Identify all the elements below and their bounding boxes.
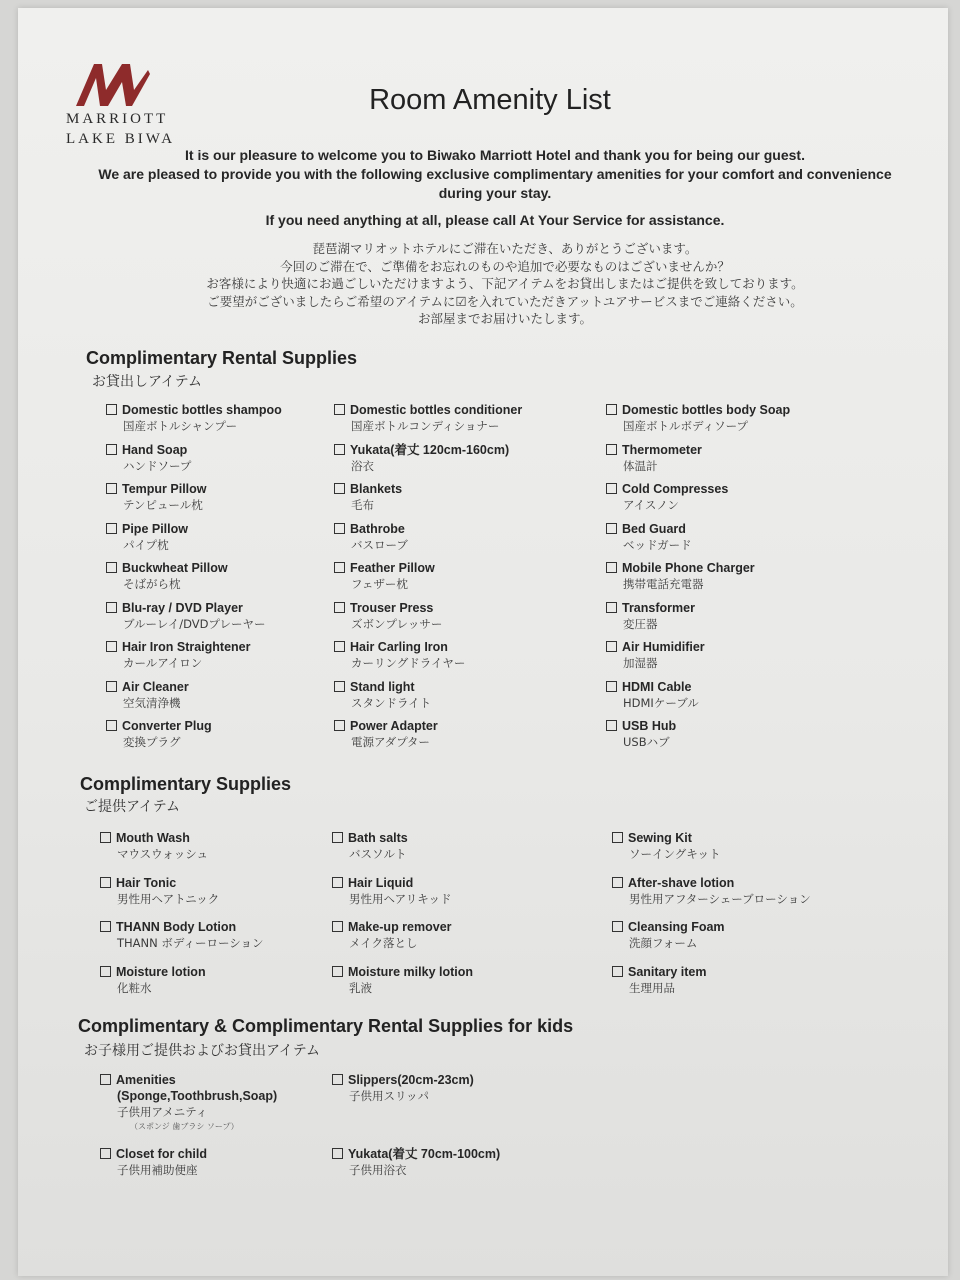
amenity-label	[606, 521, 866, 537]
amenity-label	[606, 481, 866, 497]
amenity-item	[106, 481, 366, 513]
amenity-name-jp: THANN ボディーローション	[117, 936, 264, 950]
amenity-label	[106, 560, 366, 576]
amenity-item	[332, 919, 592, 951]
amenity-item	[612, 830, 872, 862]
amenity-name: Thermometer	[622, 442, 702, 457]
hotel-logo	[66, 60, 216, 148]
amenity-item	[612, 964, 872, 996]
amenity-label	[334, 481, 594, 497]
amenity-name: Bed Guard	[622, 521, 686, 536]
amenity-name: Transformer	[622, 600, 695, 615]
checkbox[interactable]	[100, 877, 111, 888]
amenity-name: Slippers(20cm-23cm)	[348, 1073, 474, 1087]
amenity-label	[100, 1072, 360, 1088]
amenity-name: Bathrobe	[350, 521, 405, 536]
amenity-name: Hair Tonic	[116, 875, 177, 890]
checkbox[interactable]	[606, 681, 617, 692]
amenity-label	[334, 679, 594, 695]
amenity-name: Amenities	[116, 1073, 176, 1087]
checkbox[interactable]	[106, 562, 117, 573]
intro-jp-line: お部屋までお届けいたします。	[417, 311, 592, 326]
amenity-name-jp: 電源アダプター	[351, 735, 430, 749]
amenity-name: Hair Iron Straightener	[122, 640, 251, 654]
checkbox[interactable]	[106, 602, 117, 613]
amenity-name: Power Adapter	[350, 719, 438, 733]
amenity-name-detail: (Sponge,Toothbrush,Soap)	[117, 1089, 278, 1103]
amenity-label	[106, 679, 366, 695]
amenity-name-jp: バスソルト	[349, 847, 407, 861]
amenity-name: Air Humidifier	[622, 640, 705, 654]
amenity-item	[100, 830, 360, 862]
amenity-item	[334, 600, 594, 632]
amenity-name: Hair Carling Iron	[350, 640, 448, 654]
amenity-name-jp: 男性用ヘアトニック	[117, 891, 220, 906]
amenity-label	[332, 875, 592, 891]
amenity-name-jp: 体温計	[623, 458, 658, 473]
amenity-label	[606, 560, 866, 576]
checkbox[interactable]	[606, 602, 617, 613]
section-subtitle-complimentary: ご提供アイテム	[84, 799, 181, 815]
amenity-item	[334, 442, 594, 474]
amenity-name-jp: 男性用ヘアリキッド	[349, 891, 452, 906]
amenity-name: Converter Plug	[122, 719, 212, 733]
amenity-item	[332, 830, 592, 862]
amenity-label	[334, 600, 594, 616]
amenity-label	[106, 442, 366, 458]
checkbox[interactable]	[606, 523, 617, 534]
amenity-name-jp: ズボンプレッサー	[351, 616, 443, 631]
amenity-name-jp: バスローブ	[351, 537, 408, 552]
intro-japanese	[100, 240, 910, 328]
amenity-label	[334, 521, 594, 537]
amenity-item	[606, 442, 866, 474]
amenity-name-jp: 子供用補助便座	[117, 1163, 198, 1177]
section-title-complimentary: Complimentary Supplies	[80, 774, 292, 794]
amenity-name: After-shave lotion	[628, 875, 735, 890]
logo-text-lake-biwa: LAKE BIWA	[66, 131, 176, 147]
amenity-name-jp: フェザー枕	[351, 577, 408, 591]
checkbox[interactable]	[606, 483, 617, 494]
checkbox[interactable]	[106, 404, 117, 415]
checkbox[interactable]	[334, 602, 345, 613]
amenity-name-jp: 洗顔フォーム	[629, 936, 698, 950]
amenity-item	[612, 919, 872, 951]
checkbox[interactable]	[606, 404, 617, 415]
logo-text-marriott: MARRIOTT	[66, 111, 169, 127]
amenity-name: Bath salts	[348, 831, 408, 845]
amenity-name-jp: 国産ボトルシャンプー	[123, 419, 238, 433]
amenity-label	[334, 402, 594, 418]
amenity-name: Domestic bottles body Soap	[622, 403, 791, 417]
amenity-label	[332, 1072, 592, 1088]
checkbox[interactable]	[106, 720, 117, 731]
checkbox[interactable]	[100, 966, 111, 977]
amenity-name-jp: 男性用アフターシェーブローション	[629, 891, 811, 906]
amenity-label	[106, 639, 366, 655]
checkbox[interactable]	[334, 681, 345, 692]
intro-english	[60, 146, 930, 230]
amenity-label	[106, 521, 366, 537]
checkbox[interactable]	[332, 966, 343, 977]
amenity-name: Stand light	[350, 679, 415, 694]
amenity-item	[100, 919, 360, 951]
intro-line: We are pleased to provide you with the following exclusive complimentary amenities for your comfort and convenience	[98, 166, 892, 182]
checkbox[interactable]	[606, 641, 617, 652]
page-title: Room Amenity List	[369, 84, 611, 116]
amenity-item	[606, 718, 866, 750]
checkbox[interactable]	[332, 1074, 343, 1085]
amenity-name: Sewing Kit	[628, 831, 692, 845]
checkbox[interactable]	[334, 444, 345, 455]
amenity-name: Hand Soap	[122, 442, 188, 457]
section-subtitle-kids: お子様用ご提供およびお貸出アイテム	[84, 1043, 321, 1059]
amenity-item	[606, 481, 866, 513]
checkbox[interactable]	[612, 877, 623, 888]
checkbox[interactable]	[100, 1148, 111, 1159]
checkbox[interactable]	[334, 720, 345, 731]
amenity-name-jp: 変圧器	[623, 616, 658, 631]
amenity-name: Trouser Press	[350, 600, 434, 615]
amenity-name-jp: アイスノン	[623, 498, 679, 512]
amenity-name: Blu-ray / DVD Player	[122, 600, 243, 615]
checkbox[interactable]	[106, 483, 117, 494]
amenity-label	[334, 639, 594, 655]
amenity-item	[332, 875, 592, 907]
amenity-name: Moisture lotion	[116, 964, 206, 979]
intro-jp-line: 琵琶湖マリオットホテルにご滞在いただき、ありがとうございます。	[312, 241, 698, 256]
amenity-label	[332, 919, 592, 935]
amenity-label	[332, 1146, 592, 1162]
amenity-label	[100, 830, 360, 846]
amenity-name: Cleansing Foam	[628, 920, 725, 934]
checkbox[interactable]	[106, 641, 117, 652]
amenity-name-jp: USBハブ	[623, 735, 670, 749]
amenity-label	[106, 481, 366, 497]
amenity-label	[612, 964, 872, 980]
amenity-name-jp: 生理用品	[629, 980, 675, 995]
checkbox[interactable]	[332, 921, 343, 932]
amenity-item	[606, 600, 866, 632]
amenity-name-jp: 子供用浴衣	[349, 1163, 407, 1177]
amenity-label	[606, 718, 866, 734]
intro-jp-line: お客様により快適にお過ごしいただけますよう、下記アイテムをお貸出しまたはご提供を致しております。	[206, 276, 804, 291]
amenity-item	[334, 639, 594, 671]
amenity-name-jp: ベッドガード	[623, 537, 692, 552]
amenity-note: （スポンジ 歯ブラシ ソープ）	[130, 1122, 239, 1131]
amenity-label	[332, 830, 592, 846]
amenity-item	[606, 560, 866, 592]
checkbox[interactable]	[606, 562, 617, 573]
amenity-item	[106, 442, 366, 474]
amenity-item	[106, 402, 366, 434]
amenity-name-jp: 国産ボトルコンディショナー	[351, 419, 500, 433]
amenity-name: Tempur Pillow	[122, 482, 207, 496]
amenity-name-jp: 変換プラグ	[123, 735, 181, 749]
amenity-label	[106, 600, 366, 616]
checkbox[interactable]	[100, 832, 111, 843]
amenity-item	[106, 600, 366, 632]
amenity-name-jp: 子供用アメニティ	[117, 1105, 208, 1119]
amenity-label	[100, 1146, 360, 1162]
amenity-name-jp: ブルーレイ/DVDプレーヤー	[123, 616, 266, 631]
amenity-name-jp: 化粧水	[117, 980, 152, 995]
amenity-item	[606, 402, 866, 434]
section-title-rental: Complimentary Rental Supplies	[86, 348, 358, 368]
amenity-name: Buckwheat Pillow	[122, 561, 228, 575]
amenity-name-jp: カーリングドライヤー	[351, 656, 466, 670]
amenity-name-jp: HDMIケーブル	[623, 695, 699, 710]
amenity-label	[332, 964, 592, 980]
checkbox[interactable]	[612, 921, 623, 932]
amenity-name-jp: メイク落とし	[349, 936, 418, 950]
checkbox[interactable]	[100, 921, 111, 932]
checkbox[interactable]	[106, 681, 117, 692]
amenity-name-jp: マウスウォッシュ	[117, 847, 208, 861]
amenity-name: Sanitary item	[628, 964, 707, 979]
amenity-name: Blankets	[350, 482, 403, 496]
amenity-name: Air Cleaner	[122, 679, 189, 694]
intro-line: It is our pleasure to welcome you to Biwako Marriott Hotel and thank you for being our guest.	[185, 147, 805, 163]
amenity-name: Hair Liquid	[348, 875, 414, 890]
checkbox[interactable]	[100, 1074, 111, 1085]
checkbox[interactable]	[106, 444, 117, 455]
amenity-name-jp: ハンドソープ	[123, 458, 192, 473]
amenity-name-jp: カールアイロン	[123, 656, 203, 670]
amenity-label	[612, 875, 872, 891]
amenity-name-jp: 空気清浄機	[123, 695, 181, 710]
checkbox[interactable]	[612, 966, 623, 977]
amenity-item	[606, 679, 866, 711]
checkbox[interactable]	[334, 404, 345, 415]
amenity-item	[332, 1146, 592, 1178]
intro-jp-line: ご要望がございましたらご希望のアイテムに☑を入れていただきアットユアサービスまでご連絡ください。	[207, 293, 803, 309]
amenity-item	[334, 679, 594, 711]
amenity-label	[334, 718, 594, 734]
amenity-name: Moisture milky lotion	[348, 964, 474, 979]
amenity-name: Domestic bottles shampoo	[122, 403, 282, 417]
amenity-label	[106, 402, 366, 418]
amenity-name: Yukata(着丈 120cm-160cm)	[350, 442, 510, 457]
amenity-name-jp: スタンドライト	[351, 695, 432, 710]
checkbox[interactable]	[332, 1148, 343, 1159]
amenity-item	[100, 1146, 360, 1178]
amenity-name: Domestic bottles conditioner	[350, 403, 523, 417]
amenity-label	[334, 442, 594, 458]
amenity-name-jp: 浴衣	[351, 458, 374, 473]
amenity-label	[100, 919, 360, 935]
amenity-item	[100, 1072, 360, 1134]
amenity-item	[334, 560, 594, 592]
section-title-kids: Complimentary & Complimentary Rental Supplies for kids	[78, 1016, 574, 1036]
amenity-item	[612, 875, 872, 907]
checkbox[interactable]	[332, 877, 343, 888]
amenity-item	[106, 679, 366, 711]
intro-line: If you need anything at all, please call At Your Service for assistance.	[265, 212, 725, 228]
amenity-label	[100, 964, 360, 980]
amenity-label	[606, 600, 866, 616]
intro-jp-line: 今回のご滞在で、ご準備をお忘れのものや追加で必要なものはございませんか？	[280, 258, 730, 274]
checkbox[interactable]	[334, 483, 345, 494]
amenity-name: USB Hub	[622, 719, 677, 733]
checkbox[interactable]	[334, 523, 345, 534]
amenity-item	[332, 964, 592, 996]
amenity-item	[332, 1072, 592, 1104]
amenity-name-jp: テンピュール枕	[123, 498, 203, 512]
checkbox[interactable]	[106, 523, 117, 534]
amenity-item	[106, 639, 366, 671]
amenity-name: Make-up remover	[348, 920, 452, 934]
amenity-name-jp: ソーイングキット	[629, 847, 721, 861]
amenity-label	[334, 560, 594, 576]
checkbox[interactable]	[332, 832, 343, 843]
amenity-name: Feather Pillow	[350, 561, 435, 575]
amenity-name: Yukata(着丈 70cm-100cm)	[348, 1147, 501, 1161]
amenity-name-jp: 乳液	[349, 980, 372, 995]
amenity-label	[612, 830, 872, 846]
amenity-item	[334, 718, 594, 750]
amenity-item	[106, 718, 366, 750]
amenity-label	[106, 718, 366, 734]
amenity-name: HDMI Cable	[622, 679, 692, 694]
amenity-name-jp: そばがら枕	[123, 577, 181, 591]
amenity-item	[334, 481, 594, 513]
amenity-item	[606, 521, 866, 553]
amenity-name-jp: 加湿器	[623, 656, 658, 670]
amenity-item	[606, 639, 866, 671]
amenity-label	[100, 875, 360, 891]
marriott-m-logo-icon	[72, 60, 152, 108]
amenity-item	[100, 964, 360, 996]
amenity-name-jp: 子供用スリッパ	[349, 1089, 430, 1103]
amenity-name-jp: 国産ボトルボディソープ	[623, 419, 749, 433]
amenity-name: Mobile Phone Charger	[622, 561, 755, 575]
checkbox[interactable]	[334, 641, 345, 652]
amenity-name: Pipe Pillow	[122, 521, 188, 536]
section-subtitle-rental: お貸出しアイテム	[92, 374, 203, 390]
amenity-name: Cold Compresses	[622, 482, 729, 496]
checkbox[interactable]	[612, 832, 623, 843]
amenity-name-jp: 携帯電話充電器	[623, 577, 704, 591]
amenity-label	[606, 639, 866, 655]
amenity-name: Closet for child	[116, 1147, 207, 1161]
checkbox[interactable]	[606, 444, 617, 455]
amenity-name-jp: パイプ枕	[123, 537, 169, 552]
amenity-name: THANN Body Lotion	[116, 920, 237, 934]
amenity-label	[612, 919, 872, 935]
amenity-item	[334, 402, 594, 434]
checkbox[interactable]	[334, 562, 345, 573]
intro-line: during your stay.	[438, 185, 552, 201]
amenity-label	[606, 402, 866, 418]
amenity-name-jp: 毛布	[351, 498, 374, 512]
amenity-name: Mouth Wash	[116, 831, 190, 845]
amenity-item	[334, 521, 594, 553]
amenity-item	[106, 521, 366, 553]
checkbox[interactable]	[606, 720, 617, 731]
amenity-label	[606, 442, 866, 458]
amenity-item	[100, 875, 360, 907]
amenity-item	[106, 560, 366, 592]
amenity-label	[606, 679, 866, 695]
